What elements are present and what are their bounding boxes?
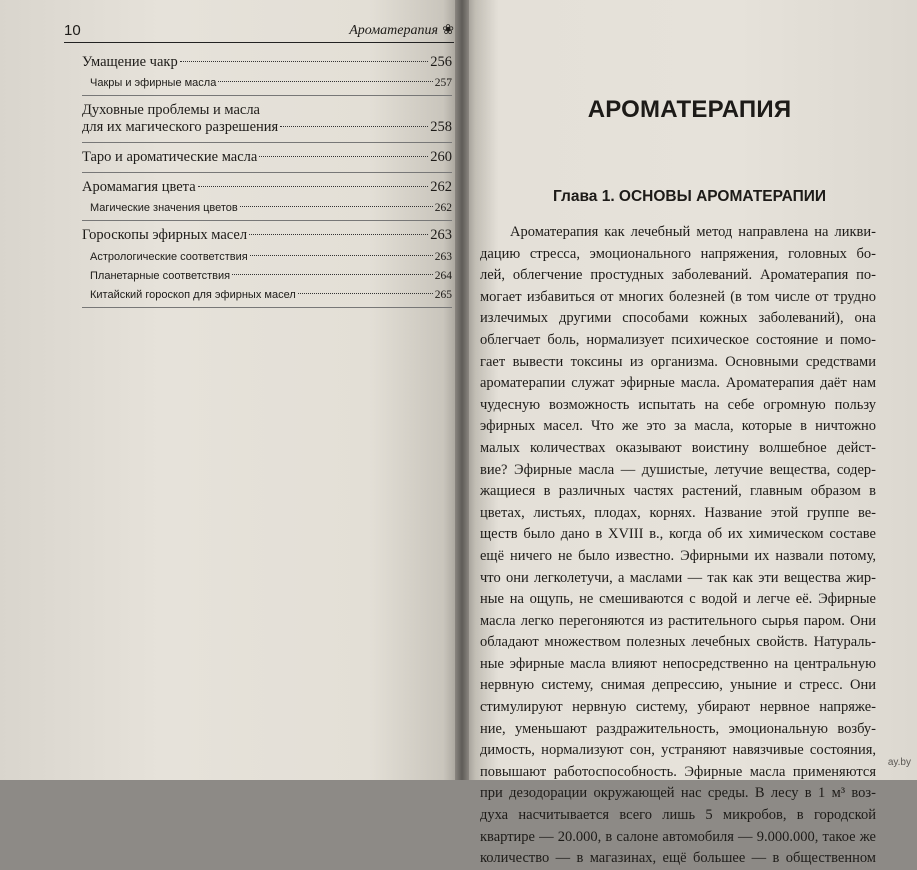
chapter-title: Глава 1. ОСНОВЫ АРОМАТЕРАПИИ: [552, 188, 827, 205]
toc-subentry-page: 265: [434, 289, 452, 301]
toc-leader-dots: [180, 61, 429, 62]
toc-leader-dots: [218, 81, 432, 82]
body-text-line: Ароматерапия как лечебный метод направлена на ликви-: [510, 224, 876, 240]
page-number: 10: [64, 22, 81, 39]
toc-subentry-page: 257: [434, 77, 452, 89]
toc-subentry: [82, 77, 452, 89]
chapter-body-text: [480, 222, 876, 870]
toc-entry-page: 258: [430, 119, 452, 135]
toc-entry-title: для их магического разрешения: [82, 119, 279, 135]
body-text-line: могает избавиться от многих болезней (в том числе от трудно: [480, 288, 876, 305]
toc-entry-page: 263: [430, 227, 452, 243]
body-text-line: вие? Эфирные масла — душистые, летучие вещества, содер-: [480, 461, 876, 478]
body-text-line: ние, уменьшают раздражительность, эмоциональную возбу-: [480, 720, 876, 737]
body-text-line: жащиеся в различных частях растений, главным образом в: [480, 483, 876, 500]
body-text-line: что они легколетучи, а маслами — так как эти вещества жир-: [480, 569, 876, 586]
toc-subentry-title: Чакры и эфирные масла: [90, 77, 217, 89]
toc-entry-title: Гороскопы эфирных масел: [82, 227, 248, 243]
toc-subentry-title: Планетарные соответствия: [90, 270, 231, 282]
toc-entry: [82, 179, 452, 196]
body-text-line: чудесную возможность испытать на себе огромную пользу: [480, 396, 876, 413]
running-title: Ароматерапия: [349, 23, 438, 38]
body-text-line: масла легко перегоняются из растительного сырья паром. Они: [480, 612, 876, 629]
toc-leader-dots: [232, 274, 433, 275]
body-text-line: ные эфирные масла влияют непосредственно на центральную: [480, 655, 876, 672]
toc-leader-dots: [198, 186, 429, 187]
section-divider: [82, 307, 452, 308]
toc-leader-dots: [249, 234, 428, 235]
section-divider: [82, 142, 452, 143]
toc-entry: [82, 102, 452, 136]
body-text-line: нервную систему, снимая депрессию, уныние и стресс. Они: [480, 677, 876, 694]
body-text-line: излечимых другими способами кожных заболеваний), она: [480, 310, 876, 327]
toc-subentry-title: Магические значения цветов: [90, 202, 238, 214]
watermark: ay.by: [887, 757, 911, 768]
toc-entry-title: Таро и ароматические масла: [82, 149, 258, 165]
table-of-contents: [82, 54, 452, 312]
body-text-line: малых количествах оказывают воистину волшебное дейст-: [480, 439, 876, 456]
body-text-line: ароматерапии служат эфирные масла. Ароматерапия даёт нам: [480, 375, 876, 392]
body-text-line: ещё ничего не было известно. Эфирными их назвали потому,: [480, 547, 876, 564]
toc-leader-dots: [250, 255, 433, 256]
body-text-line: эфирных масел. Что же это за масла, которые в ничтожно: [480, 418, 876, 435]
body-text-line: повышают работоспособность. Эфирные масла применяются: [480, 763, 876, 780]
toc-leader-dots: [240, 206, 433, 207]
body-text-line: цветах, листьях, плодах, корнях. Название этой группе ве-: [480, 504, 876, 521]
toc-subentry-page: 263: [434, 251, 452, 263]
body-text-line: квартире — 20.000, в салоне автомобиля — 9.000.000, такое же: [480, 828, 876, 845]
section-divider: [82, 220, 452, 221]
toc-entry-title: Аромамагия цвета: [82, 179, 196, 195]
body-text-line: ные на ощупь, не смешиваются с водой и легче её. Эфирные: [480, 591, 876, 608]
body-text-line: димость, нормализуют сон, устраняют навязчивые состояния,: [480, 742, 876, 759]
toc-entry: [82, 54, 452, 71]
toc-entry-page: 262: [430, 179, 452, 195]
toc-entry-page: 260: [430, 149, 452, 165]
toc-subentry-title: Китайский гороскоп для эфирных масел: [90, 289, 296, 301]
toc-subentry-title: Астрологические соответствия: [90, 251, 248, 263]
body-text-line: стимулируют нервную систему, убирают нервное напряже-: [480, 699, 876, 716]
flower-icon: ❀: [442, 23, 454, 38]
toc-subentry-page: 264: [434, 270, 452, 282]
body-text-line: дацию стресса, эмоционального напряжения, головных бо-: [480, 245, 876, 262]
body-text-line: гает вывести токсины из организма. Основными средствами: [480, 353, 876, 370]
toc-subentry: [82, 202, 452, 214]
toc-entry: [82, 149, 452, 166]
toc-entry: [82, 227, 452, 244]
section-divider: [82, 172, 452, 173]
toc-subentry: [82, 289, 452, 301]
toc-leader-dots: [280, 126, 428, 127]
toc-leader-dots: [259, 156, 428, 157]
toc-entry-title-line1: Духовные проблемы и масла: [82, 102, 260, 118]
toc-leader-dots: [298, 293, 433, 294]
body-text-line: количество — в магазинах, ещё большее — в общественном: [480, 850, 876, 867]
toc-entry-page: 256: [430, 54, 452, 70]
body-text-line: духа насчитывается всего лишь 5 микробов, в городской: [480, 807, 876, 824]
toc-subentry: [82, 251, 452, 263]
toc-subentry: [82, 270, 452, 282]
body-text-line: при дезодорации окружающей нас среды. В лесу в 1 м³ воз-: [480, 785, 876, 802]
section-heading: АРОМАТЕРАПИЯ: [587, 96, 792, 123]
body-text-line: ществ было дано в XVIII в., когда об их химическом составе: [480, 526, 876, 543]
running-header: [64, 22, 454, 43]
toc-subentry-page: 262: [434, 202, 452, 214]
body-text-line: обладают множеством полезных лечебных свойств. Натураль-: [480, 634, 876, 651]
section-divider: [82, 95, 452, 96]
toc-entry-title: Умащение чакр: [82, 54, 178, 70]
body-text-line: облегчает боль, нормализует психическое состояние и помо-: [480, 331, 876, 348]
body-text-line: лей, облегчение простудных заболеваний. Ароматерапия по-: [480, 267, 876, 284]
